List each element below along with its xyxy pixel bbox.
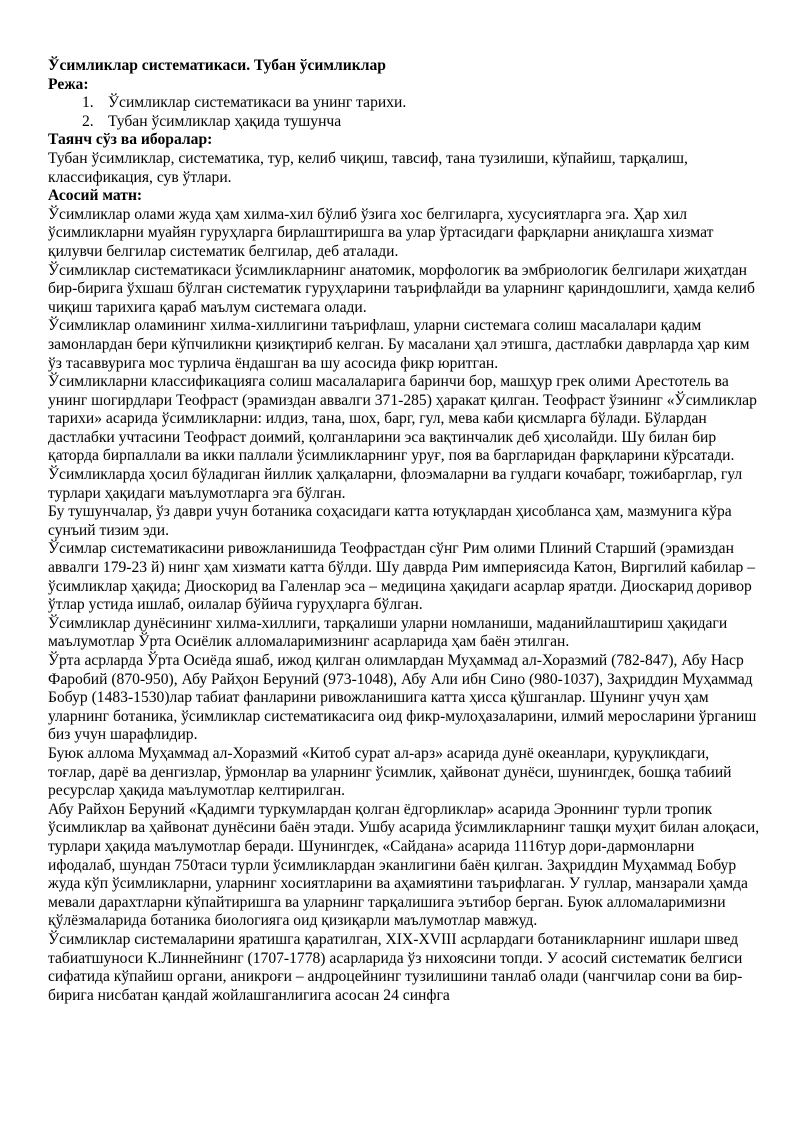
paragraph: Ўсимликлар оламининг хилма-хиллигини таърифлаш, уларни системага солиш масалалари қадим замонлардан бери кўпчиликни қизиқтириб келган. Бу масалани ҳал этишга, дастлабки даврларда ҳар ким ўз тасаввурига мос турлича ёндашган ва шу асосида фикр юритган. <box>48 317 750 372</box>
plan-item-number: 2. <box>82 112 94 130</box>
plan-heading: Режа: <box>48 75 89 93</box>
keywords-text: Тубан ўсимликлар, систематика, тур, келиб чиқиш, тавсиф, тана тузилиши, кўпайиш, тарқалиш, классификация, сув ўтлари. <box>48 149 688 186</box>
paragraph: Ўсимликлар систематикаси ўсимликларнинг анатомик, морфологик ва эмбриологик белгилари жиҳатдан бир-бирига ўхшаш бўлган систематик гуруҳларини таърифлайди ва уларнинг қариндошлиги, ҳамда келиб чиқиш тарихига қараб маълум системага олади. <box>48 261 755 316</box>
plan-list <box>48 94 760 131</box>
paragraph: Абу Райхон Беруний «Қадимги туркумлардан қолган ёдгорликлар» асарида Эроннинг турли тропик ўсимликлар ва ҳайвонат дунёсини баён этади. Ушбу асарида ўсимликларнинг ташқи муҳит билан алоқаси, турлари ҳақида маълумотлар беради. Шунингдек, «Сайдана» асарида 1116тур дори-дармонларни ифодалаб, шундан 750таси турли ўсимликлардан эканлигини баён қилган. Заҳриддин Муҳаммад Бобур жуда кўп ўсимликларни, уларнинг хосиятларини ва аҳамиятини таърифлаган. У гуллар, манзарали ҳамда мевали дарахтларни кўпайтиришга ва уларнинг тарқалишига эътибор берган. Буюк алломаларимизни қўлёзмаларида ботаника биологияга оид қизиқарли маълумотлар мавжуд. <box>48 800 760 930</box>
document-page <box>48 57 760 1005</box>
paragraph: Буюк аллома Муҳаммад ал-Хоразмий «Китоб сурат ал-арз» асарида дунё океанлари, қуруқликдаги, тоғлар, дарё ва денгизлар, ўрмонлар ва уларнинг ўсимлик, ҳайвонат дунёси, шунингдек, бошқа табиий ресурслар ҳақида маълумотлар келтирилган. <box>48 744 732 800</box>
paragraph: Ўсимлар систематикасини ривожланишида Теофрастдан сўнг Рим олими Плиний Старший (эрамиздан аввалги 179-23 й) нинг ҳам хизмати катта бўлди. Шу даврда Рим империясида Катон, Виргилий кабилар – ўсимликлар ҳақида; Диоскорид ва Галенлар эса – медицина ҳақидаги асарлар яратди. Диоскарид доривор ўтлар устида ишлаб, оилалар бўйича гуруҳларга бўлган. <box>48 540 755 614</box>
keywords-heading: Таянч сўз ва иборалар: <box>48 131 213 149</box>
paragraph: Ўсимликлар системаларини яратишга қаратилган, XIX-XVIII асрлардаги ботаникларнинг ишлари швед табиатшуноси К.Линнейнинг (1707-1778) асарларида ўз нихоясини топди. У асосий систематик белгиси сифатида кўпайиш органи, аникроғи – андроцейнинг тузилишини танлаб олади (чангчилар сони ва бир-бирига нисбатан қандай жойлашганлигига асосан 24 синфга <box>48 930 743 1004</box>
plan-item-1 <box>48 94 760 113</box>
paragraph: Ўсимликлар олами жуда ҳам хилма-хил бўлиб ўзига хос белгиларга, хусусиятларга эга. Ҳар хил ўсимликларни муайян гуруҳларга бирлаштиришга ва улар ўртасидаги фарқларни аниқлашга хизмат қилувчи белгилар систематик белгилар, деб аталади. <box>48 205 714 260</box>
paragraph: Ўсимликларни классификацияга солиш масалаларига баринчи бор, машҳур грек олими Арестотель ва унинг шогирдлари Теофраст (эрамиздан аввалги 371-285) ҳаракат қилган. Теофраст ўзининг «Ўсимликлар тарихи» асарида ўсимликларни: илдиз, тана, шох, барг, гул, мева каби қисмларга бўлади. Бўлардан дастлабки учтасини Теофраст доимий, қолганларини эса вақтинчалик деб ҳисолайди. Шу билан бир қаторда бирпаллали ва икки паллали ўсимликларнинг уруғ, поя ва баргларидан фарқларини кўрсатади. Ўсимликларда ҳосил бўладиган йиллик ҳалқаларни, флоэмаларни ва гулдаги кочабарг, тожибарглар, гул турлари ҳақидаги маълумотларга эга бўлган. <box>48 373 757 502</box>
plan-item-2 <box>48 113 760 132</box>
paragraph: Ўрта асрларда Ўрта Осиёда яшаб, ижод қилган олимлардан Муҳаммад ал-Хоразмий (782-847), Абу Наср Фаробий (870-950), Абу Райҳон Беруний (973-1048), Абу Али ибн Сино (980-1037), Заҳриддин Муҳаммад Бобур (1483-1530)лар табиат фанларини ривожланишига катта ҳисса қўшганлар. Шунинг учун ҳам уларнинг ботаника, ўсимликлар систематикасига оид фикр-мулоҳазаларини, илмий меросларини ўрганиш биз учун шарафлидир. <box>48 652 757 744</box>
document-title: Ўсимликлар систематикаси. Тубан ўсимликлар <box>48 57 386 74</box>
paragraph: Бу тушунчалар, ўз даври учун ботаника соҳасидаги катта ютуқлардан ҳисобланса ҳам, мазмунига кўра сунъий тизим эди. <box>48 503 732 539</box>
paragraph: Ўсимликлар дунёсининг хилма-хиллиги, тарқалиши уларни номланиши, маданийлаштириш ҳақидаги маълумотлар Ўрта Осиёлик алломаларимизнинг асарларида ҳам баён этилган. <box>48 614 728 651</box>
plan-item-text: Тубан ўсимликлар ҳақида тушунча <box>108 112 342 130</box>
main-text-heading: Асосий матн: <box>48 187 143 205</box>
plan-item-number: 1. <box>82 94 94 112</box>
plan-item-text: Ўсимликлар систематикаси ва унинг тарихи. <box>108 94 407 112</box>
